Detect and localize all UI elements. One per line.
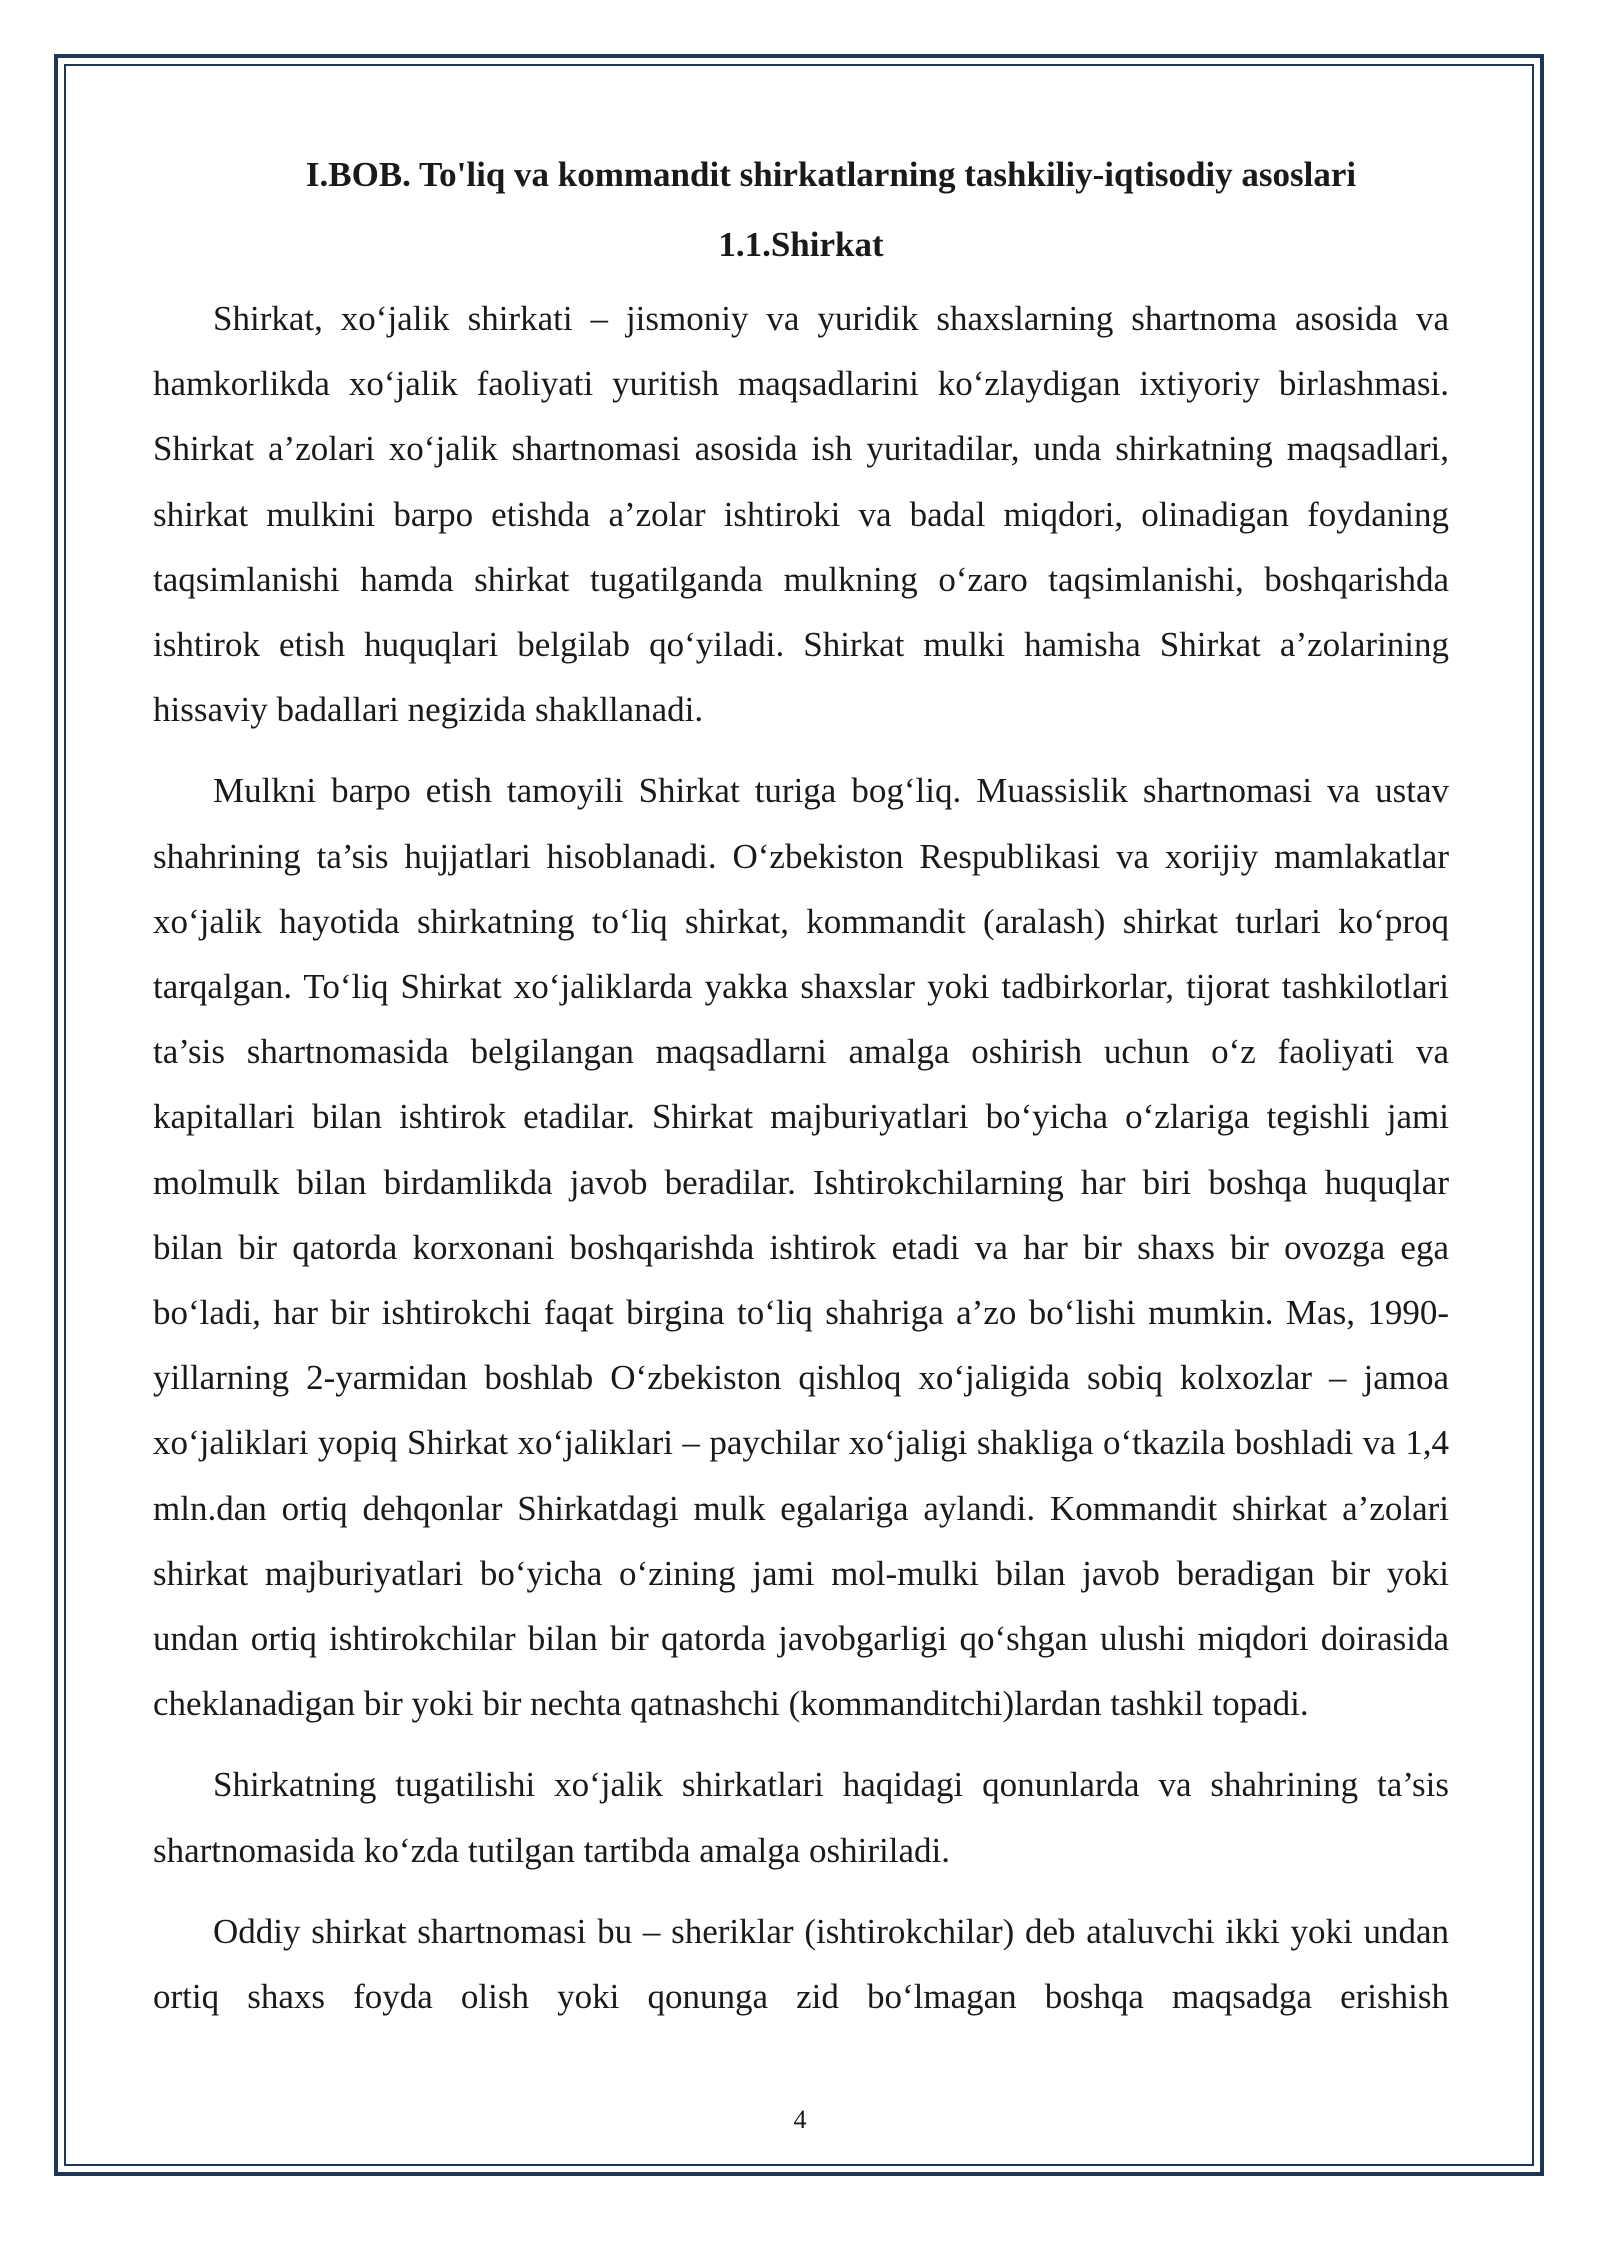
chapter-title: I.BOB. To'liq va kommandit shirkatlarning tashkiliy-iqtisodiy asoslari [305,155,1357,194]
paragraph-4: Oddiy shirkat shartnomasi bu – sheriklar (ishtirokchilar) deb ataluvchi ikki yoki undan ortiq shaxs foyda olish yoki qonunga zid bo‘lmagan boshqa maqsadga erishish [153,1911,1449,2017]
paragraph-1: Shirkat, xo‘jalik shirkati – jismoniy va yuridik shaxslarning shartnoma asosida va hamkorlikda xo‘jalik faoliyati yuritish maqsadlarini ko‘zlaydigan ixtiyoriy birlashmasi. Shirkat a’zolari xo‘jalik shartnomasi asosida ish yuritadilar, unda shirkatning maqsadlari, shirkat mulkini barpo etishda a’zolar ishtiroki va badal miqdori, olinadigan foydaning taqsimlanishi hamda shirkat tugatilganda mulkning o‘zaro taqsimlanishi, boshqarishda ishtirok etish huquqlari belgilab qo‘yiladi. Shirkat mulki hamisha Shirkat a’zolarining hissaviy badallari negizida shakllanadi. [153,299,1449,730]
page-number: 4 [793,2105,807,2134]
section-title: 1.1.Shirkat [718,225,884,264]
paragraph-2: Mulkni barpo etish tamoyili Shirkat turiga bog‘liq. Muassislik shartnomasi va ustav shahrining ta’sis hujjatlari hisoblanadi. O‘zbekiston Respublikasi va xorijiy mamlakatlar xo‘jalik hayotida shirkatning to‘liq shirkat, kommandit (aralash) shirkat turlari ko‘proq tarqalgan. To‘liq Shirkat xo‘jaliklarda yakka shaxslar yoki tadbirkorlar, tijorat tashkilotlari ta’sis shartnomasida belgilangan maqsadlarni amalga oshirish uchun o‘z faoliyati va kapitallari bilan ishtirok etadilar. Shirkat majburiyatlari bo‘yicha o‘zlariga tegishli jami molmulk bilan birdamlikda javob beradilar. Ishtirokchilarning har biri boshqa huquqlar bilan bir qatorda korxonani boshqarishda ishtirok etadi va har bir shaxs bir ovozga ega bo‘ladi, har bir ishtirokchi faqat birgina to‘liq shahriga a’zo bo‘lishi mumkin. Mas, 1990-yillarning 2-yarmidan boshlab O‘zbekiston qishloq xo‘jaligida sobiq kolxozlar – jamoa xo‘jaliklari yopiq Shirkat xo‘jaliklari – paychilar xo‘jaligi shakliga o‘tkazila boshladi va 1,4 mln.dan ortiq dehqonlar Shirkatdagi mulk egalariga aylandi. Kommandit shirkat a’zolari shirkat majburiyatlari bo‘yicha o‘zining jami mol-mulki bilan javob beradigan bir yoki undan ortiq ishtirokchilar bilan bir qatorda javobgarligi qo‘shgan ulushi miqdori doirasida cheklanadigan bir yoki bir nechta qatnashchi (kommanditchi)lardan tashkil topadi. [153,771,1449,1724]
page-content [153,140,1449,2045]
paragraph-3: Shirkatning tugatilishi xo‘jalik shirkatlari haqidagi qonunlarda va shahrining ta’sis shartnomasida ko‘zda tutilgan tartibda amalga oshiriladi. [153,1765,1449,1870]
